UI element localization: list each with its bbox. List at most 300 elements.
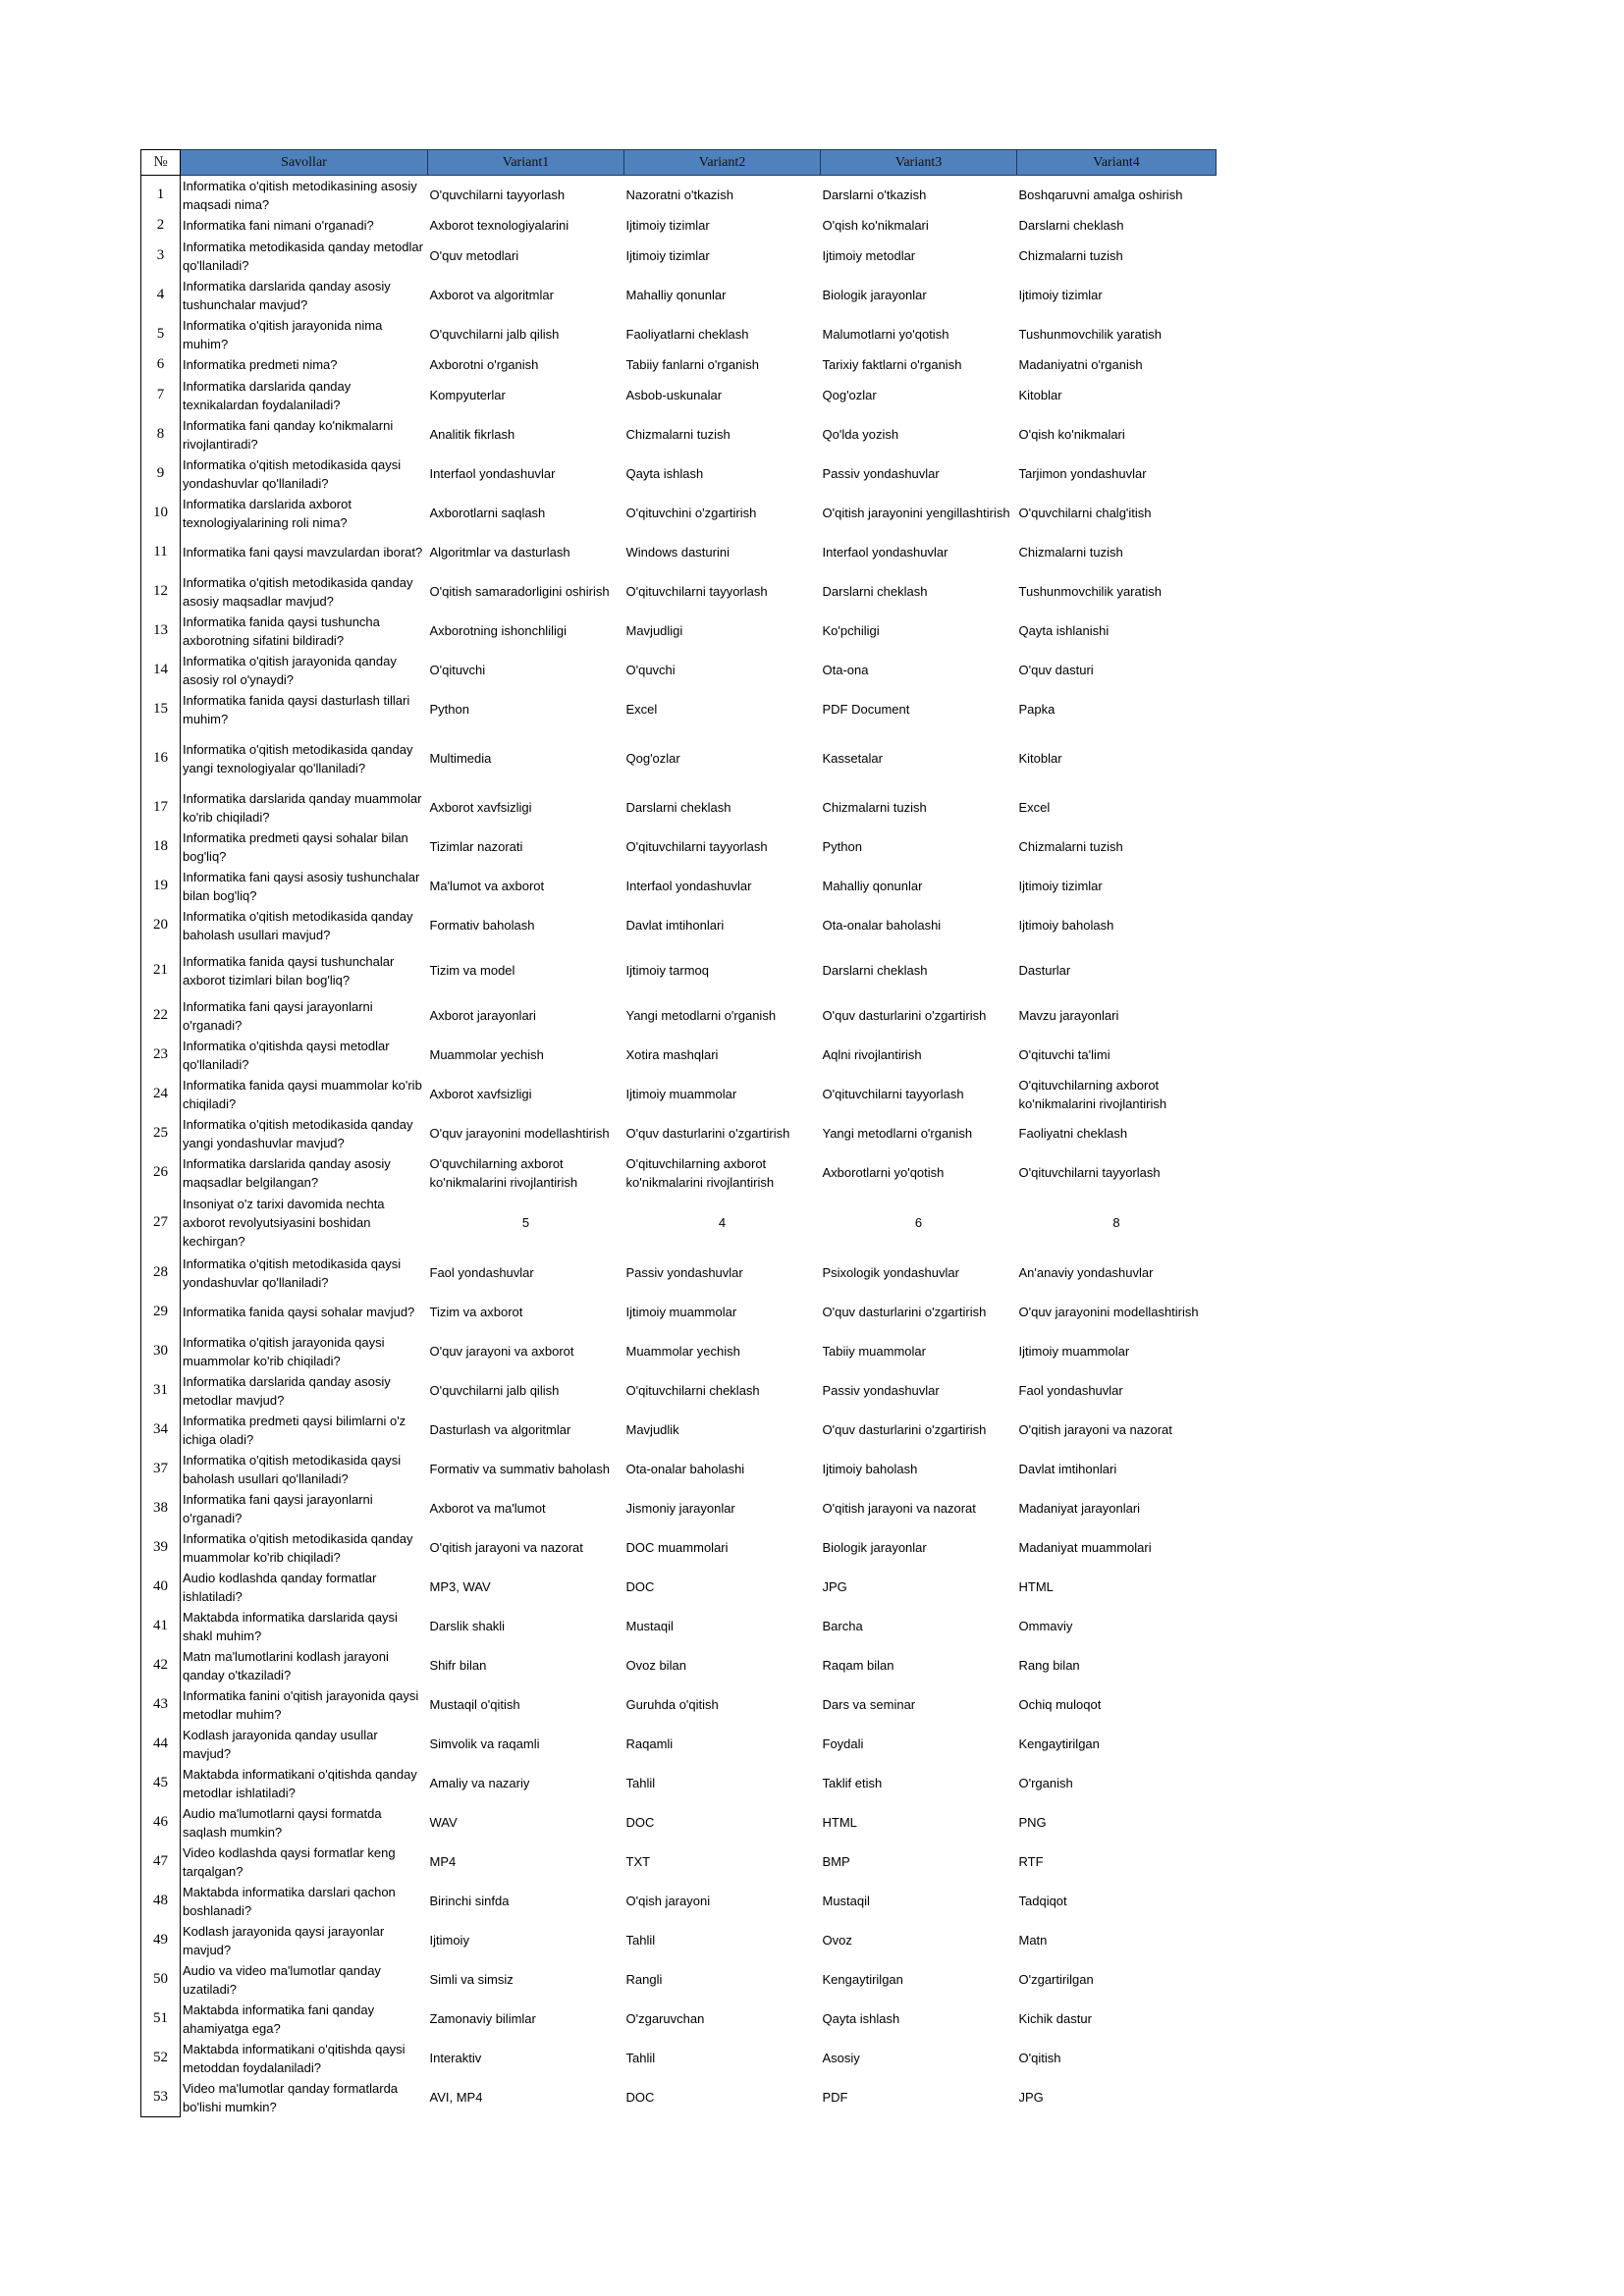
variant1-cell: O'quvchilarni jalb qilish [429,327,560,342]
variant2-cell: Mavjudligi [625,623,683,638]
variant2-cell: Tahlil [625,1933,656,1948]
variant1-cell: Axborot jarayonlari [429,1008,536,1023]
question-cell: Informatika o'qitish metodikasida qanday muammolar ko'rib chiqiladi? [183,1530,413,1565]
row-number: 16 [141,729,181,788]
variant3-cell: Ijtimoiy metodlar [822,248,916,263]
question-cell: Informatika darslarida qanday texnikalardan foydalaniladi? [183,378,352,412]
variant4-cell: Kichik dastur [1018,2011,1092,2026]
variant4-cell: Rang bilan [1018,1658,1080,1673]
variant3-cell: Qog'ozlar [822,388,877,402]
table-row [141,1114,1217,1153]
table-row [141,1803,1217,1842]
row-number: 52 [141,2039,181,2078]
variant3-cell: Tarixiy faktlarni o'rganish [822,357,962,372]
variant3-cell: Axborotlarni yo'qotish [822,1165,945,1180]
row-number: 10 [141,494,181,533]
row-number: 20 [141,906,181,945]
variant4-cell: Faol yondashuvlar [1018,1383,1123,1398]
variant1-cell: Shifr bilan [429,1658,487,1673]
question-cell: Informatika darslarida qanday asosiy metodlar mavjud? [183,1373,391,1408]
row-number: 47 [141,1842,181,1882]
variant4-cell: Darslarni cheklash [1018,218,1124,233]
table-row [141,828,1217,867]
question-cell: Informatika fanida qaysi dasturlash tillari muhim? [183,692,410,726]
row-number: 31 [141,1371,181,1411]
question-cell: Informatika o'qitishda qaysi metodlar qo'llaniladi? [183,1038,390,1072]
variant1-cell: Tizimlar nazorati [429,839,523,854]
variant3-cell: Ko'pchiligi [822,623,880,638]
variant4-cell: Excel [1018,800,1051,815]
row-number: 29 [141,1293,181,1332]
variant3-cell: Mustaqil [822,1894,870,1908]
variant3-cell: BMP [822,1854,850,1869]
table-row [141,215,1217,237]
variant4-cell: O'qitish [1018,2051,1061,2065]
variant2-cell: DOC [625,1815,655,1830]
table-row [141,2039,1217,2078]
table-row [141,1921,1217,1960]
variant3-cell: Biologik jarayonlar [822,288,927,302]
variant1-cell: O'quv metodlari [429,248,519,263]
variant1-cell: Kompyuterlar [429,388,506,402]
variant4-cell: O'qituvchi ta'limi [1018,1047,1110,1062]
variant4-cell: Chizmalarni tuzish [1018,839,1123,854]
variant1-cell: Multimedia [429,751,492,766]
variant4-cell: 8 [1112,1215,1120,1230]
question-cell: Matn ma'lumotlarini kodlash jarayoni qanday o'tkaziladi? [183,1648,389,1682]
variant2-cell: Mahalliy qonunlar [625,288,727,302]
variant1-cell: Muammolar yechish [429,1047,544,1062]
variant2-cell: Jismoniy jarayonlar [625,1501,735,1516]
variant2-cell: Faoliyatlarni cheklash [625,327,749,342]
variant4-cell: O'qish ko'nikmalari [1018,427,1125,442]
table-row [141,1332,1217,1371]
variant3-cell: Taklif etish [822,1776,883,1790]
variant3-cell: Asosiy [822,2051,860,2065]
question-cell: Informatika fani qanday ko'nikmalarni rivojlantiradi? [183,417,394,452]
variant4-cell: Ijtimoiy tizimlar [1018,288,1103,302]
row-number: 37 [141,1450,181,1489]
row-number: 5 [141,315,181,354]
question-cell: Maktabda informatikani o'qitishda qaysi metoddan foydalaniladi? [183,2041,406,2075]
question-cell: Informatika o'qitish jarayonida nima muhim? [183,317,383,351]
variant2-cell: O'zgaruvchan [625,2011,705,2026]
table-row [141,237,1217,276]
variant3-cell: Dars va seminar [822,1697,916,1712]
variant2-cell: Windows dasturini [625,545,730,560]
question-cell: Video ma'lumotlar qanday formatlarda bo'lishi mumkin? [183,2080,399,2114]
variant4-cell: Tushunmovchilik yaratish [1018,584,1162,599]
table-row [141,1293,1217,1332]
variant4-cell: Kitoblar [1018,751,1062,766]
variant1-cell: MP4 [429,1854,457,1869]
row-number: 38 [141,1489,181,1528]
variant3-cell: PDF Document [822,702,910,717]
row-number: 9 [141,454,181,494]
table-row [141,1764,1217,1803]
variant2-cell: O'qituvchini o'zgartirish [625,506,757,520]
table-row [141,651,1217,690]
variant4-cell: Kitoblar [1018,388,1062,402]
table-body [141,176,1217,2117]
question-cell: Informatika fani nimani o'rganadi? [183,218,374,233]
variant2-cell: O'qituvchilarning axborot ko'nikmalarini rivojlantirish [625,1155,775,1190]
question-cell: Informatika o'qitish metodikasida qanday baholash usullari mavjud? [183,908,413,942]
table-row [141,945,1217,996]
header-variant3: Variant3 [821,150,1017,176]
question-cell: Informatika o'qitish metodikasida qaysi baholash usullari qo'llaniladi? [183,1452,402,1486]
variant3-cell: Yangi metodlarni o'rganish [822,1126,973,1141]
variant2-cell: Ijtimoiy tarmoq [625,963,710,978]
variant4-cell: RTF [1018,1854,1044,1869]
row-number: 50 [141,1960,181,2000]
variant3-cell: O'quv dasturlarini o'zgartirish [822,1422,987,1437]
table-row [141,1254,1217,1293]
row-number: 41 [141,1607,181,1646]
table-row [141,1607,1217,1646]
question-cell: Audio ma'lumotlarni qaysi formatda saqlash mumkin? [183,1805,382,1840]
question-cell: Informatika fani qaysi jarayonlarni o'rganadi? [183,1491,373,1525]
question-cell: Informatika fanini o'qitish jarayonida qaysi metodlar muhim? [183,1687,419,1722]
variant1-cell: WAV [429,1815,458,1830]
variant2-cell: O'qituvchilarni tayyorlash [625,839,768,854]
variant2-cell: Ovoz bilan [625,1658,686,1673]
variant3-cell: Darslarni cheklash [822,963,928,978]
variant2-cell: Raqamli [625,1736,674,1751]
table-row [141,276,1217,315]
variant1-cell: O'qitish samaradorligini oshirish [429,584,610,599]
table-row [141,1075,1217,1114]
table-row [141,2078,1217,2117]
variant2-cell: Davlat imtihonlari [625,918,725,933]
question-cell: Informatika o'qitish jarayonida qaysi muammolar ko'rib chiqiladi? [183,1334,385,1368]
question-cell: Informatika fanida qaysi sohalar mavjud? [183,1305,415,1319]
table-row [141,454,1217,494]
question-cell: Informatika o'qitish metodikasining asosiy maqsadi nima? [183,178,417,212]
row-number: 27 [141,1193,181,1254]
question-cell: Informatika fani qaysi asosiy tushunchalar bilan bog'liq? [183,869,420,903]
question-cell: Informatika darslarida qanday asosiy tushunchalar mavjud? [183,278,391,312]
variant3-cell: Tabiiy muammolar [822,1344,926,1359]
variant3-cell: Ota-ona [822,663,869,677]
variant2-cell: Ijtimoiy muammolar [625,1305,737,1319]
table-row [141,494,1217,533]
variant4-cell: Chizmalarni tuzish [1018,248,1123,263]
row-number: 46 [141,1803,181,1842]
variant1-cell: Axborot va ma'lumot [429,1501,546,1516]
table-row [141,1568,1217,1607]
variant3-cell: Ijtimoiy baholash [822,1462,918,1476]
variant3-cell: Ota-onalar baholashi [822,918,942,933]
question-cell: Informatika metodikasida qanday metodlar qo'llaniladi? [183,239,423,273]
question-cell: Video kodlashda qaysi formatlar keng tarqalgan? [183,1844,396,1879]
variant1-cell: Axborotni o'rganish [429,357,539,372]
variant2-cell: Ijtimoiy muammolar [625,1087,737,1101]
variant1-cell: Ijtimoiy [429,1933,469,1948]
table-row [141,1371,1217,1411]
variant1-cell: Axborotning ishonchliligi [429,623,567,638]
variant4-cell: O'quv jarayonini modellashtirish [1018,1305,1199,1319]
variant4-cell: Papka [1018,702,1056,717]
variant4-cell: Chizmalarni tuzish [1018,545,1123,560]
variant4-cell: O'qituvchilarni tayyorlash [1018,1165,1161,1180]
variant2-cell: Xotira mashqlari [625,1047,719,1062]
table-row [141,996,1217,1036]
variant4-cell: Madaniyat jarayonlari [1018,1501,1141,1516]
variant1-cell: Algoritmlar va dasturlash [429,545,570,560]
row-number: 49 [141,1921,181,1960]
table-row [141,1960,1217,2000]
variant2-cell: Darslarni cheklash [625,800,731,815]
question-cell: Informatika o'qitish jarayonida qanday asosiy rol o'ynaydi? [183,653,397,687]
row-number: 34 [141,1411,181,1450]
row-number: 18 [141,828,181,867]
variant3-cell: Qo'lda yozish [822,427,899,442]
variant4-cell: O'quv dasturi [1018,663,1094,677]
variant4-cell: Tadqiqot [1018,1894,1067,1908]
table-row [141,867,1217,906]
variant4-cell: Kengaytirilgan [1018,1736,1100,1751]
table-row [141,690,1217,729]
variant3-cell: Passiv yondashuvlar [822,466,940,481]
header-variant1: Variant1 [428,150,624,176]
variant4-cell: JPG [1018,2090,1044,2105]
variant1-cell: Birinchi sinfda [429,1894,510,1908]
variant1-cell: Tizim va model [429,963,515,978]
variant3-cell: O'quv dasturlarini o'zgartirish [822,1008,987,1023]
variant4-cell: Mavzu jarayonlari [1018,1008,1119,1023]
variant3-cell: JPG [822,1579,847,1594]
table-row [141,1528,1217,1568]
variant4-cell: Madaniyatni o'rganish [1018,357,1143,372]
question-cell: Maktabda informatika darslari qachon boshlanadi? [183,1884,396,1918]
table-row [141,1411,1217,1450]
variant4-cell: Ijtimoiy tizimlar [1018,879,1103,893]
table-row [141,315,1217,354]
row-number: 43 [141,1685,181,1725]
question-cell: Maktabda informatika fani qanday ahamiyatga ega? [183,2002,375,2036]
variant1-cell: Amaliy va nazariy [429,1776,530,1790]
variant1-cell: Faol yondashuvlar [429,1265,534,1280]
question-cell: Audio kodlashda qanday formatlar ishlatiladi? [183,1570,377,1604]
variant4-cell: Matn [1018,1933,1048,1948]
variant3-cell: Raqam bilan [822,1658,894,1673]
variant4-cell: O'qitish jarayoni va nazorat [1018,1422,1172,1437]
variant1-cell: Tizim va axborot [429,1305,523,1319]
question-cell: Informatika darslarida qanday muammolar ko'rib chiqiladi? [183,790,422,825]
variant1-cell: Python [429,702,469,717]
variant1-cell: Axborot xavfsizligi [429,800,532,815]
variant2-cell: O'quv dasturlarini o'zgartirish [625,1126,790,1141]
row-number: 42 [141,1646,181,1685]
row-number: 3 [141,237,181,276]
variant2-cell: Tahlil [625,2051,656,2065]
variant2-cell: O'qish jarayoni [625,1894,711,1908]
question-cell: Informatika o'qitish metodikasida qanday yangi texnologiyalar qo'llaniladi? [183,741,413,775]
variant3-cell: Interfaol yondashuvlar [822,545,948,560]
row-number: 1 [141,176,181,215]
variant1-cell: Ma'lumot va axborot [429,879,545,893]
variant3-cell: O'quv dasturlarini o'zgartirish [822,1305,987,1319]
question-cell: Informatika o'qitish metodikasida qaysi yondashuvlar qo'llaniladi? [183,1255,402,1290]
question-cell: Audio va video ma'lumotlar qanday uzatiladi? [183,1962,381,1997]
variant1-cell: Axborot va algoritmlar [429,288,554,302]
variant3-cell: 6 [914,1215,923,1230]
variant2-cell: Ijtimoiy tizimlar [625,218,710,233]
question-cell: Informatika o'qitish metodikasida qanday asosiy maqsadlar mavjud? [183,574,413,609]
variant3-cell: Kassetalar [822,751,883,766]
variant2-cell: Mavjudlik [625,1422,679,1437]
variant4-cell: O'rganish [1018,1776,1073,1790]
header-variant4: Variant4 [1017,150,1217,176]
variant3-cell: Psixologik yondashuvlar [822,1265,959,1280]
variant4-cell: Faoliyatni cheklash [1018,1126,1128,1141]
variant4-cell: Ijtimoiy muammolar [1018,1344,1130,1359]
table-row [141,572,1217,612]
variant3-cell: Chizmalarni tuzish [822,800,927,815]
variant2-cell: Yangi metodlarni o'rganish [625,1008,777,1023]
question-cell: Informatika fani qaysi mavzulardan iborat? [183,545,423,560]
variant1-cell: Analitik fikrlash [429,427,515,442]
row-number: 28 [141,1254,181,1293]
variant2-cell: Ota-onalar baholashi [625,1462,745,1476]
table-row [141,1036,1217,1075]
variant1-cell: Simli va simsiz [429,1972,514,1987]
variant1-cell: O'qituvchi [429,663,486,677]
variant3-cell: PDF [822,2090,848,2105]
row-number: 6 [141,354,181,376]
variant1-cell: Formativ va summativ baholash [429,1462,611,1476]
question-cell: Informatika darslarida qanday asosiy maqsadlar belgilangan? [183,1155,391,1190]
variant3-cell: Ovoz [822,1933,852,1948]
question-cell: Informatika o'qitish metodikasida qaysi yondashuvlar qo'llaniladi? [183,456,402,491]
variant2-cell: Ijtimoiy tizimlar [625,248,710,263]
table-row [141,1450,1217,1489]
variant1-cell: Darslik shakli [429,1619,506,1633]
row-number: 8 [141,415,181,454]
question-cell: Informatika fanida qaysi tushuncha axborotning sifatini bildiradi? [183,614,380,648]
table-row [141,1193,1217,1254]
row-number: 25 [141,1114,181,1153]
question-cell: Informatika o'qitish metodikasida qanday yangi yondashuvlar mavjud? [183,1116,413,1150]
header-variant2: Variant2 [624,150,821,176]
variant1-cell: Interaktiv [429,2051,482,2065]
table-row [141,1489,1217,1528]
variant4-cell: Tushunmovchilik yaratish [1018,327,1162,342]
variant4-cell: Boshqaruvni amalga oshirish [1018,187,1183,203]
variant2-cell: Rangli [625,1972,663,1987]
row-number: 17 [141,788,181,828]
row-number: 24 [141,1075,181,1114]
row-number: 19 [141,867,181,906]
variant3-cell: Barcha [822,1619,863,1633]
variant3-cell: Qayta ishlash [822,2011,900,2026]
variant1-cell: Dasturlash va algoritmlar [429,1422,571,1437]
variant3-cell: Passiv yondashuvlar [822,1383,940,1398]
question-cell: Maktabda informatikani o'qitishda qanday metodlar ishlatiladi? [183,1766,417,1800]
variant4-cell: Ijtimoiy baholash [1018,918,1114,933]
question-cell: Insoniyat o'z tarixi davomida nechta axborot revolyutsiyasini boshidan kechirgan? [183,1197,385,1249]
variant3-cell: Darslarni o'tkazish [822,187,927,203]
variant1-cell: O'qitish jarayoni va nazorat [429,1540,583,1555]
question-cell: Maktabda informatika darslarida qaysi shakl muhim? [183,1609,398,1643]
variant2-cell: O'quvchi [625,663,676,677]
variant2-cell: DOC [625,1579,655,1594]
variant3-cell: Darslarni cheklash [822,584,928,599]
variant1-cell: O'quvchilarni tayyorlash [429,187,566,203]
variant3-cell: O'qitish jarayonini yengillashtirish [822,506,1010,520]
variant4-cell: O'zgartirilgan [1018,1972,1094,1987]
variant2-cell: DOC [625,2090,655,2105]
variant2-cell: Interfaol yondashuvlar [625,879,752,893]
row-number: 2 [141,215,181,237]
table-row [141,1842,1217,1882]
variant4-cell: Ommaviy [1018,1619,1073,1633]
variant2-cell: O'qituvchilarni cheklash [625,1383,760,1398]
table-row [141,729,1217,788]
row-number: 7 [141,376,181,415]
row-number: 21 [141,945,181,996]
row-number: 23 [141,1036,181,1075]
variant4-cell: Dasturlar [1018,963,1071,978]
table-row [141,1685,1217,1725]
question-cell: Informatika fanida qaysi muammolar ko'rib chiqiladi? [183,1077,422,1111]
variant4-cell: PNG [1018,1815,1047,1830]
variant1-cell: O'quvchilarning axborot ko'nikmalarini rivojlantirish [429,1155,578,1190]
variant3-cell: Foydali [822,1736,864,1751]
variant2-cell: Tahlil [625,1776,656,1790]
variant4-cell: HTML [1018,1579,1054,1594]
row-number: 14 [141,651,181,690]
table-row [141,1153,1217,1193]
variant3-cell: HTML [822,1815,857,1830]
variant1-cell: Formativ baholash [429,918,535,933]
table-row [141,1646,1217,1685]
variant1-cell: Interfaol yondashuvlar [429,466,556,481]
row-number: 40 [141,1568,181,1607]
variant2-cell: TXT [625,1854,651,1869]
variant4-cell: O'quvchilarni chalg'itish [1018,506,1152,520]
table-row [141,788,1217,828]
variant1-cell: Axborot texnologiyalarini [429,218,569,233]
table-row [141,354,1217,376]
row-number: 48 [141,1882,181,1921]
variant3-cell: Biologik jarayonlar [822,1540,927,1555]
question-cell: Kodlash jarayonida qaysi jarayonlar mavjud? [183,1923,385,1957]
variant1-cell: MP3, WAV [429,1579,491,1594]
row-number: 30 [141,1332,181,1371]
variant1-cell: Zamonaviy bilimlar [429,2011,536,2026]
question-cell: Informatika fani qaysi jarayonlarni o'rganadi? [183,998,373,1033]
variant1-cell: Axborotlarni saqlash [429,506,546,520]
variant3-cell: Kengaytirilgan [822,1972,903,1987]
variant4-cell: Davlat imtihonlari [1018,1462,1117,1476]
variant2-cell: Qog'ozlar [625,751,680,766]
variant4-cell: Madaniyat muammolari [1018,1540,1152,1555]
variant3-cell: O'qitish jarayoni va nazorat [822,1501,976,1516]
table-row [141,533,1217,572]
table-row [141,415,1217,454]
table-row [141,2000,1217,2039]
variant3-cell: O'qituvchilarni tayyorlash [822,1087,964,1101]
row-number: 15 [141,690,181,729]
variant2-cell: 4 [718,1215,727,1230]
table-row [141,176,1217,215]
row-number: 44 [141,1725,181,1764]
row-number: 13 [141,612,181,651]
row-number: 45 [141,1764,181,1803]
variant2-cell: Nazoratni o'tkazish [625,187,733,203]
